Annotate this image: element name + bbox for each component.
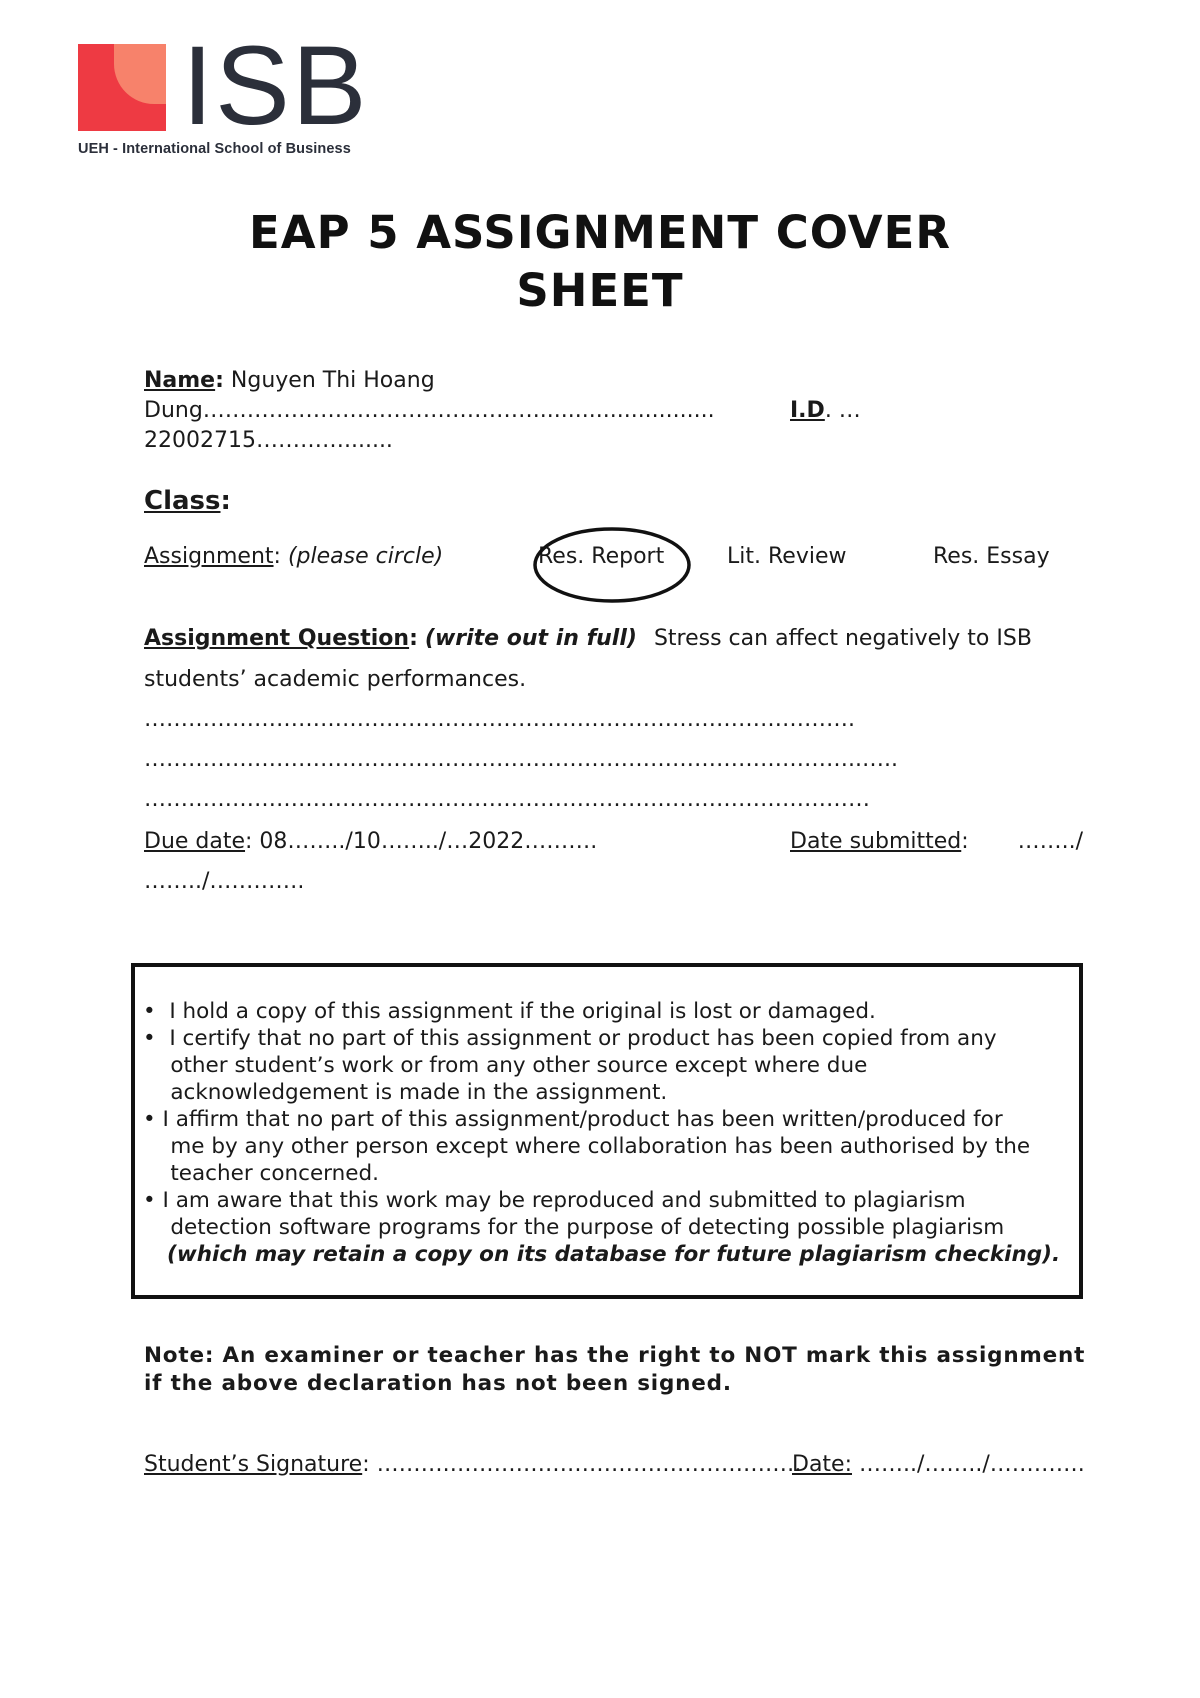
class-colon: : — [220, 486, 231, 516]
declaration-line-8: • I am aware that this work may be reproduced and submitted to plagiarism — [143, 1188, 966, 1213]
isb-logo-subtitle: UEH - International School of Business — [78, 141, 351, 157]
assignment-option-res-essay[interactable]: Res. Essay — [933, 544, 1050, 569]
declaration-line-5: • I affirm that no part of this assignment/product has been written/produced for — [143, 1107, 1003, 1132]
declaration-line-1: • I hold a copy of this assignment if the original is lost or damaged. — [143, 999, 876, 1024]
selection-circle-icon — [532, 526, 692, 604]
due-date-label: Due date — [144, 829, 246, 854]
note-line-2: if the above declaration has not been signed. — [144, 1371, 732, 1396]
question-row — [144, 626, 1032, 651]
question-answer-line1: Stress can affect negatively to ISB — [653, 626, 1032, 651]
declaration-line-7: teacher concerned. — [143, 1161, 379, 1186]
name-label: Name — [144, 368, 216, 393]
assignment-colon: : — [273, 544, 281, 569]
assignment-option-lit-review[interactable]: Lit. Review — [727, 544, 847, 569]
isb-logo-letters: ISB — [182, 23, 369, 148]
declaration-line-3: other student’s work or from any other source except where due — [143, 1053, 868, 1078]
question-blank-line-3: ……………………………………………………………………………………… — [144, 787, 870, 812]
assignment-hint: (please circle) — [287, 544, 444, 569]
name-row — [144, 368, 435, 393]
declaration-line-9: detection software programs for the purpose of detecting possible plagiarism — [143, 1215, 1005, 1240]
question-hint: (write out in full) — [424, 626, 637, 651]
date-submitted-value: : ……../ — [961, 829, 1084, 854]
signature-row — [144, 1452, 802, 1477]
question-label: Assignment Question — [144, 626, 410, 651]
isb-logo-mark-icon — [78, 44, 166, 131]
signature-date-value: ……../……../…………. — [852, 1452, 1085, 1477]
assignment-row — [144, 544, 443, 569]
declaration-line-2: • I certify that no part of this assignment or product has been copied from any — [143, 1026, 997, 1051]
id-value: 22002715…………....... — [144, 428, 393, 453]
question-colon: : — [409, 626, 418, 651]
question-blank-line-1: ……………………………………………………………………………………. — [144, 707, 855, 732]
signature-label: Student’s Signature — [144, 1452, 363, 1477]
question-answer-line2: students’ academic performances. — [144, 667, 527, 692]
page-title-line2: SHEET — [516, 264, 684, 317]
date-submitted-row — [790, 829, 1083, 854]
declaration-line-6: me by any other person except where collaboration has been authorised by the — [143, 1134, 1031, 1159]
id-row — [790, 398, 861, 423]
signature-date-row — [792, 1452, 1085, 1477]
class-label: Class — [144, 486, 221, 516]
id-rest: . … — [824, 398, 861, 423]
due-date-row — [144, 829, 597, 854]
declaration-line-4: acknowledgement is made in the assignment. — [143, 1080, 668, 1105]
name-value: Nguyen Thi Hoang — [230, 368, 435, 393]
id-label: I.D — [790, 398, 825, 423]
date-submitted-continuation: ……../…………. — [144, 869, 305, 894]
signature-date-label: Date: — [792, 1452, 852, 1477]
note-line-1: Note: An examiner or teacher has the right to NOT mark this assignment — [144, 1343, 1086, 1368]
name-value-line2: Dung……………………………………….......................... — [144, 398, 715, 423]
isb-logo — [78, 23, 378, 164]
signature-value: : ……….………………………………………… — [362, 1452, 802, 1477]
declaration-line-10: (which may retain a copy on its database for future plagiarism checking). — [167, 1242, 1061, 1267]
assignment-option-res-report[interactable]: Res. Report — [538, 544, 665, 569]
question-blank-line-2: ……………………………………………………………………………………..….. — [144, 747, 898, 772]
date-submitted-label: Date submitted — [790, 829, 962, 854]
name-continuation — [144, 398, 715, 423]
due-date-value: : 08……../10……../…2022………. — [245, 829, 598, 854]
class-row — [144, 486, 231, 516]
page-title-line1: EAP 5 ASSIGNMENT COVER — [249, 206, 951, 259]
name-colon: : — [215, 368, 224, 393]
assignment-label: Assignment — [144, 544, 274, 569]
